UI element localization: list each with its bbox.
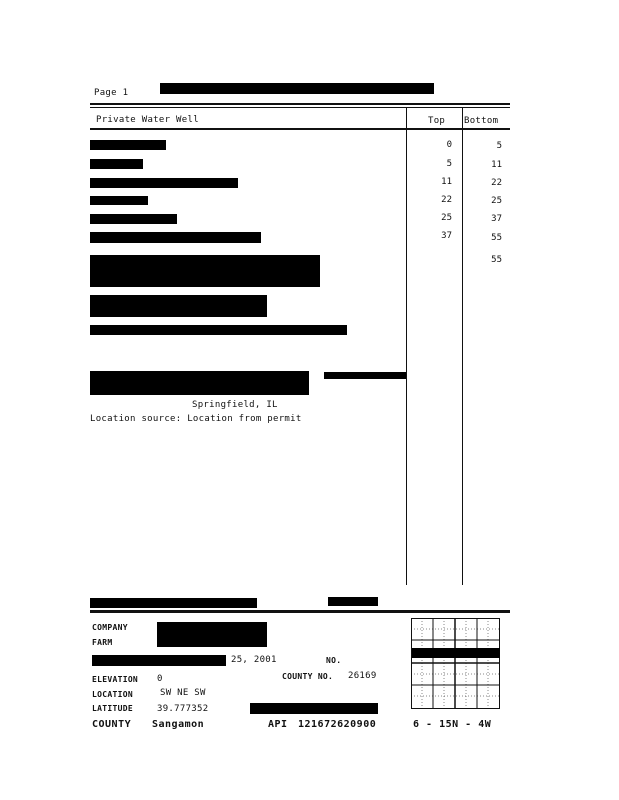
county-no-value: 26169 xyxy=(348,671,377,681)
company-label: COMPANY xyxy=(92,623,128,632)
row-bottom-value: 37 xyxy=(491,214,502,224)
column-divider-right xyxy=(462,107,463,585)
column-divider-left xyxy=(406,107,407,585)
col-bottom-header: Bottom xyxy=(464,116,499,126)
elevation-value: 0 xyxy=(157,674,163,684)
row-bottom-value: 22 xyxy=(491,178,502,188)
total-depth-value: 55 xyxy=(491,255,502,265)
redacted-formation xyxy=(90,232,261,243)
col-top-header: Top xyxy=(428,116,446,126)
page-label: Page 1 xyxy=(94,88,129,98)
latitude-label: LATITUDE xyxy=(92,704,133,713)
location-source: Location source: Location from permit xyxy=(90,414,302,424)
api-value: 121672620900 xyxy=(298,719,377,730)
row-bottom-value: 5 xyxy=(496,141,502,151)
redacted-longitude xyxy=(250,703,378,714)
redacted-date xyxy=(92,655,226,666)
township-range: 6 - 15N - 4W xyxy=(413,719,492,730)
redacted-block xyxy=(90,325,347,335)
row-top-value: 37 xyxy=(441,231,452,241)
redacted-formation xyxy=(90,140,166,150)
row-bottom-value: 11 xyxy=(491,160,502,170)
no-label: NO. xyxy=(326,656,342,665)
table-top-rule-thin xyxy=(90,107,510,108)
date-suffix: 25, 2001 xyxy=(231,655,277,665)
county-label: COUNTY xyxy=(92,719,132,730)
row-top-value: 5 xyxy=(446,159,452,169)
location-label: LOCATION xyxy=(92,690,133,699)
row-top-value: 0 xyxy=(446,140,452,150)
redacted-bar xyxy=(324,372,406,379)
redacted-formation xyxy=(90,159,143,169)
redacted-formation xyxy=(90,214,177,224)
county-no-label: COUNTY NO. xyxy=(282,672,334,681)
row-bottom-value: 25 xyxy=(491,196,502,206)
redacted-owner xyxy=(90,371,309,395)
redaction-bar xyxy=(160,83,434,94)
api-label: API xyxy=(268,719,288,730)
row-top-value: 25 xyxy=(441,213,452,223)
row-top-value: 11 xyxy=(441,177,452,187)
elevation-label: ELEVATION xyxy=(92,675,139,684)
footer-rule xyxy=(90,610,510,613)
location-value: SW NE SW xyxy=(160,688,206,698)
table-top-rule xyxy=(90,103,510,105)
county-value: Sangamon xyxy=(152,719,205,730)
section-grid xyxy=(411,618,499,710)
address-city: Springfield, IL xyxy=(192,400,278,410)
row-top-value: 22 xyxy=(441,195,452,205)
redacted-block xyxy=(90,255,320,287)
redacted-formation xyxy=(90,178,238,188)
redacted-bar xyxy=(90,598,257,608)
farm-label: FARM xyxy=(92,638,113,647)
table-header-label: Private Water Well xyxy=(96,115,199,125)
redacted-company xyxy=(157,622,267,647)
redacted-formation xyxy=(90,196,148,205)
table-header-rule xyxy=(90,128,510,130)
redacted-block xyxy=(90,295,267,317)
latitude-value: 39.777352 xyxy=(157,704,209,714)
redacted-bar xyxy=(328,597,378,606)
row-bottom-value: 55 xyxy=(491,233,502,243)
